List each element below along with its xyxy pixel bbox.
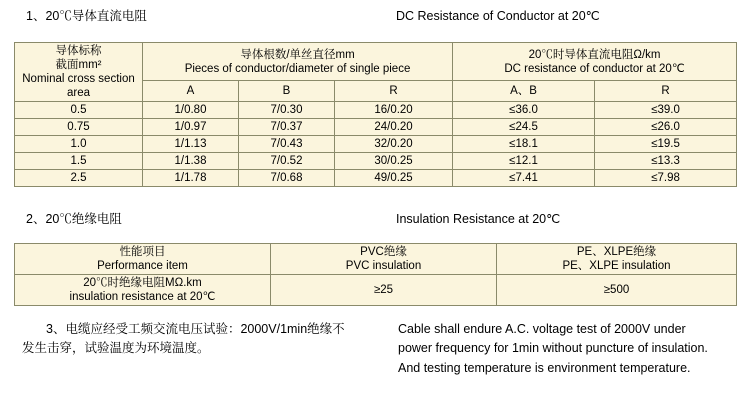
table-row [15, 170, 737, 187]
cell-pvc-value: ≥25 [271, 275, 497, 306]
cell-b: 7/0.52 [239, 153, 335, 170]
note-en-line-1: Cable shall endure A.C. voltage test of 2000V under [398, 322, 686, 336]
cell-r: 16/0.20 [335, 102, 453, 119]
table-row [15, 275, 737, 306]
header-pvc-insulation [271, 244, 497, 275]
cell-ab-resistance: ≤36.0 [453, 102, 595, 119]
note-en-line-2: power frequency for 1min without puncture of insulation. [398, 341, 708, 356]
header-pieces-cn: 导体根数/单丝直径mm [240, 48, 355, 61]
cell-size: 2.5 [15, 170, 143, 187]
header-performance-cn: 性能项目 [119, 246, 166, 258]
header-nominal-cross-section [15, 43, 143, 102]
cell-r: 30/0.25 [335, 153, 453, 170]
table-row [15, 102, 737, 119]
cell-r: 32/0.20 [335, 136, 453, 153]
cell-a: 1/0.97 [143, 119, 239, 136]
cell-r: 24/0.20 [335, 119, 453, 136]
insulation-resistance-table [14, 243, 737, 306]
header-nominal-en: Nominal cross section area [22, 73, 135, 100]
cell-ab-resistance: ≤24.5 [453, 119, 595, 136]
cell-pe-value: ≥500 [497, 275, 737, 306]
table-header-row-1 [15, 43, 737, 81]
header-pe-cn: PE、XLPE绝缘 [576, 246, 657, 258]
header-sub-ab-resistance: A、B [453, 81, 595, 102]
cell-r-resistance: ≤39.0 [595, 102, 737, 119]
cell-a: 1/1.78 [143, 170, 239, 187]
note-en-line-3: And testing temperature is environment temperature. [398, 360, 691, 375]
table-row [15, 153, 737, 170]
cell-r-resistance: ≤13.3 [595, 153, 737, 170]
cell-ab-resistance: ≤18.1 [453, 136, 595, 153]
cell-size: 1.0 [15, 136, 143, 153]
cell-a: 1/1.13 [143, 136, 239, 153]
cell-b: 7/0.68 [239, 170, 335, 187]
header-group-resistance [453, 43, 737, 81]
header-pvc-en: PVC insulation [345, 260, 422, 273]
note-english [398, 320, 738, 378]
cell-a: 1/0.80 [143, 102, 239, 119]
table-row [15, 119, 737, 136]
label-insulation-cn: 20℃时绝缘电阻MΩ.km [83, 277, 202, 290]
header-resistance-en: DC resistance of conductor at 20℃ [504, 62, 685, 75]
header-pe-en: PE、XLPE insulation [562, 260, 671, 273]
cell-b: 7/0.43 [239, 136, 335, 153]
note-cn-line-1: 3、电缆应经受工频交流电压试验：2000V/1min绝缘不 [46, 322, 345, 336]
cell-b: 7/0.30 [239, 102, 335, 119]
section-2-title-en: Insulation Resistance at 20℃ [396, 212, 561, 226]
section-heading-dc-resistance [0, 6, 600, 24]
header-group-pieces [143, 43, 453, 81]
note-cn-line-2: 发生击穿，试验温度为环境温度。 [22, 341, 210, 356]
header-performance-item [15, 244, 271, 275]
header-pvc-cn: PVC绝缘 [360, 246, 407, 258]
cell-size: 1.5 [15, 153, 143, 170]
header-pe-xlpe-insulation [497, 244, 737, 275]
cell-r-resistance: ≤19.5 [595, 136, 737, 153]
dc-resistance-table [14, 42, 737, 187]
cell-ab-resistance: ≤12.1 [453, 153, 595, 170]
section-heading-insulation-resistance [0, 209, 560, 227]
cell-r: 49/0.25 [335, 170, 453, 187]
cell-ab-resistance: ≤7.41 [453, 170, 595, 187]
section-1-title-en: DC Resistance of Conductor at 20℃ [396, 9, 600, 23]
header-pieces-en: Pieces of conductor/diameter of single piece [184, 62, 411, 75]
section-1-title-cn: 1、20℃导体直流电阻 [26, 9, 147, 23]
table-header-row [15, 244, 737, 275]
table-row [15, 136, 737, 153]
cell-r-resistance: ≤7.98 [595, 170, 737, 187]
header-nominal-cn-1: 导体标称 [55, 45, 102, 57]
section-2-title-cn: 2、20℃绝缘电阻 [26, 212, 122, 226]
label-insulation-en: insulation resistance at 20℃ [69, 291, 216, 304]
cell-r-resistance: ≤26.0 [595, 119, 737, 136]
cell-a: 1/1.38 [143, 153, 239, 170]
header-resistance-cn: 20℃时导体直流电阻Ω/km [528, 48, 661, 61]
header-nominal-cn-2: 截面mm² [55, 59, 102, 72]
note-chinese [22, 320, 390, 359]
cell-b: 7/0.37 [239, 119, 335, 136]
header-sub-r-resistance: R [595, 81, 737, 102]
cell-insulation-resistance-label [15, 275, 271, 306]
header-sub-b: B [239, 81, 335, 102]
header-sub-a: A [143, 81, 239, 102]
header-performance-en: Performance item [97, 260, 188, 273]
header-sub-r: R [335, 81, 453, 102]
cell-size: 0.75 [15, 119, 143, 136]
cell-size: 0.5 [15, 102, 143, 119]
